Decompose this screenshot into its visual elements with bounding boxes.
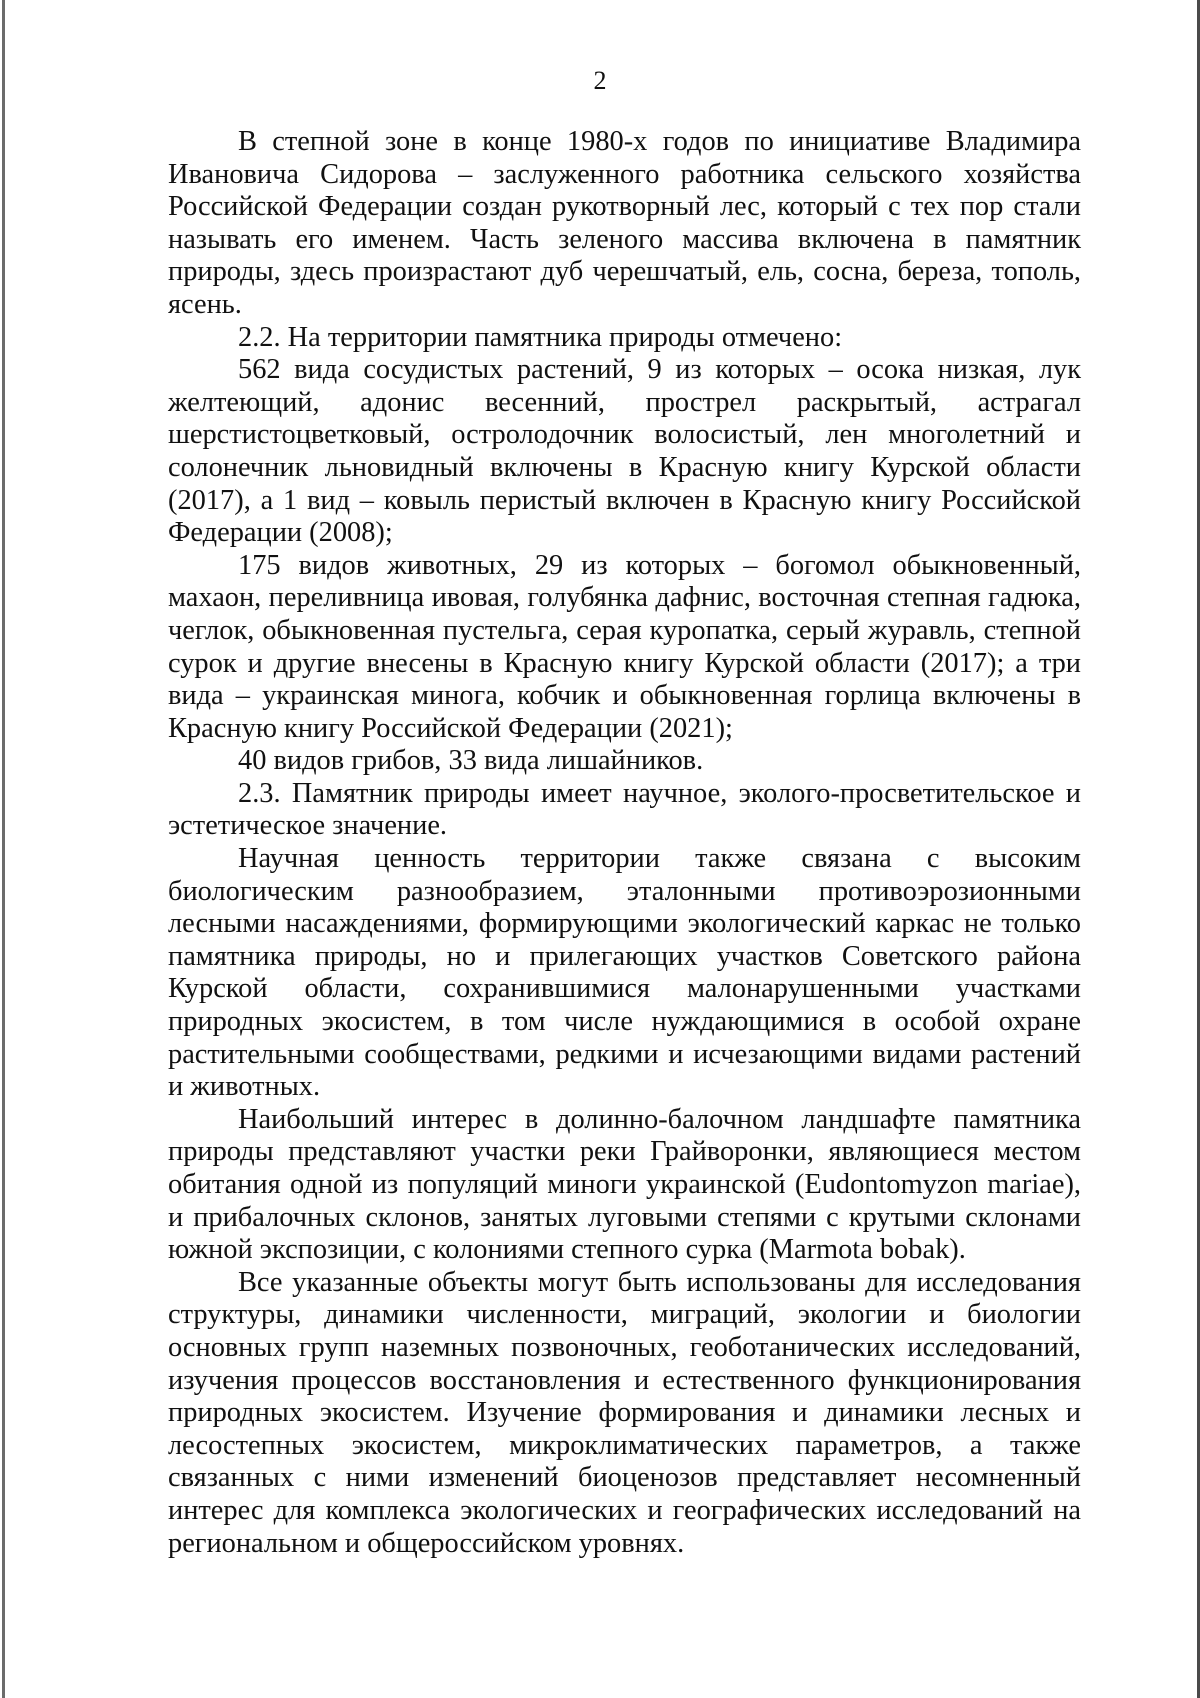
paragraph-research-use: Все указанные объекты могут быть использованы для исследования структуры, динамики численности, миграций, экологии и биологии основных групп наземных позвоночных, геоботанических исследований, изучения процессов восстановления и естественного функционирования природных экосистем. Изучение формирования и динамики лесных и лесостепных экосистем, микроклиматических параметров, а также связанных с ними изменений биоценозов представляет несомненный интерес для комплекса экологических и географических исследований на региональном и общероссийском уровнях. bbox=[168, 1266, 1081, 1559]
paragraph-scientific-value: Научная ценность территории также связана с высоким биологическим разнообразием, эталонными противоэрозионными лесными насаждениями, формирующими экологический каркас не только памятника природы, но и прилегающих участков Советского района Курской области, сохранившимися малонарушенными участками природных экосистем, в том числе нуждающимися в особой охране растительными сообществами, редкими и исчезающими видами растений и животных. bbox=[168, 843, 1081, 1103]
scan-left-edge bbox=[2, 0, 5, 1698]
page-number: 2 bbox=[593, 66, 607, 95]
paragraph-plants: 562 вида сосудистых растений, 9 из которых – осока низкая, лук желтеющий, адонис весенний, прострел раскрытый, астрагал шерстистоцветковый, остролодочник волосистый, лен многолетний и солонечник льновидный включены в Красную книгу Курской области (2017), а 1 вид – ковыль перистый включен в Красную книгу Российской Федерации (2008); bbox=[168, 354, 1081, 549]
paragraph-section-2-3: 2.3. Памятник природы имеет научное, эколого-просветительское и эстетическое значение. bbox=[168, 777, 1081, 842]
document-body bbox=[168, 126, 1081, 1560]
paragraph-sidorov-forest: В степной зоне в конце 1980-х годов по инициативе Владимира Ивановича Сидорова – заслуженного работника сельского хозяйства Российской Федерации создан рукотворный лес, который с тех пор стали называть его именем. Часть зеленого массива включена в памятник природы, здесь произрастают дуб черешчатый, ель, сосна, береза, тополь, ясень. bbox=[168, 126, 1081, 320]
paragraph-animals: 175 видов животных, 29 из которых – богомол обыкновенный, махаон, переливница ивовая, голубянка дафнис, восточная степная гадюка, чеглок, обыкновенная пустельга, серая куропатка, серый журавль, степной сурок и другие внесены в Красную книгу Курской области (2017); а три вида – украинская минога, кобчик и обыкновенная горлица включены в Красную книгу Российской Федерации (2021); bbox=[168, 549, 1081, 744]
paragraph-section-2-2: 2.2. На территории памятника природы отмечено: bbox=[238, 321, 843, 353]
paragraph-fungi-lichens: 40 видов грибов, 33 вида лишайников. bbox=[238, 745, 704, 777]
paragraph-greatest-interest: Наибольший интерес в долинно-балочном ландшафте памятника природы представляют участки реки Грайворонки, являющиеся местом обитания одной из популяций миноги украинской (Eudontomyzon mariae), и прибалочных склонов, занятых луговыми степями с крутыми склонами южной экспозиции, с колониями степного сурка (Marmota bobak). bbox=[168, 1103, 1081, 1266]
